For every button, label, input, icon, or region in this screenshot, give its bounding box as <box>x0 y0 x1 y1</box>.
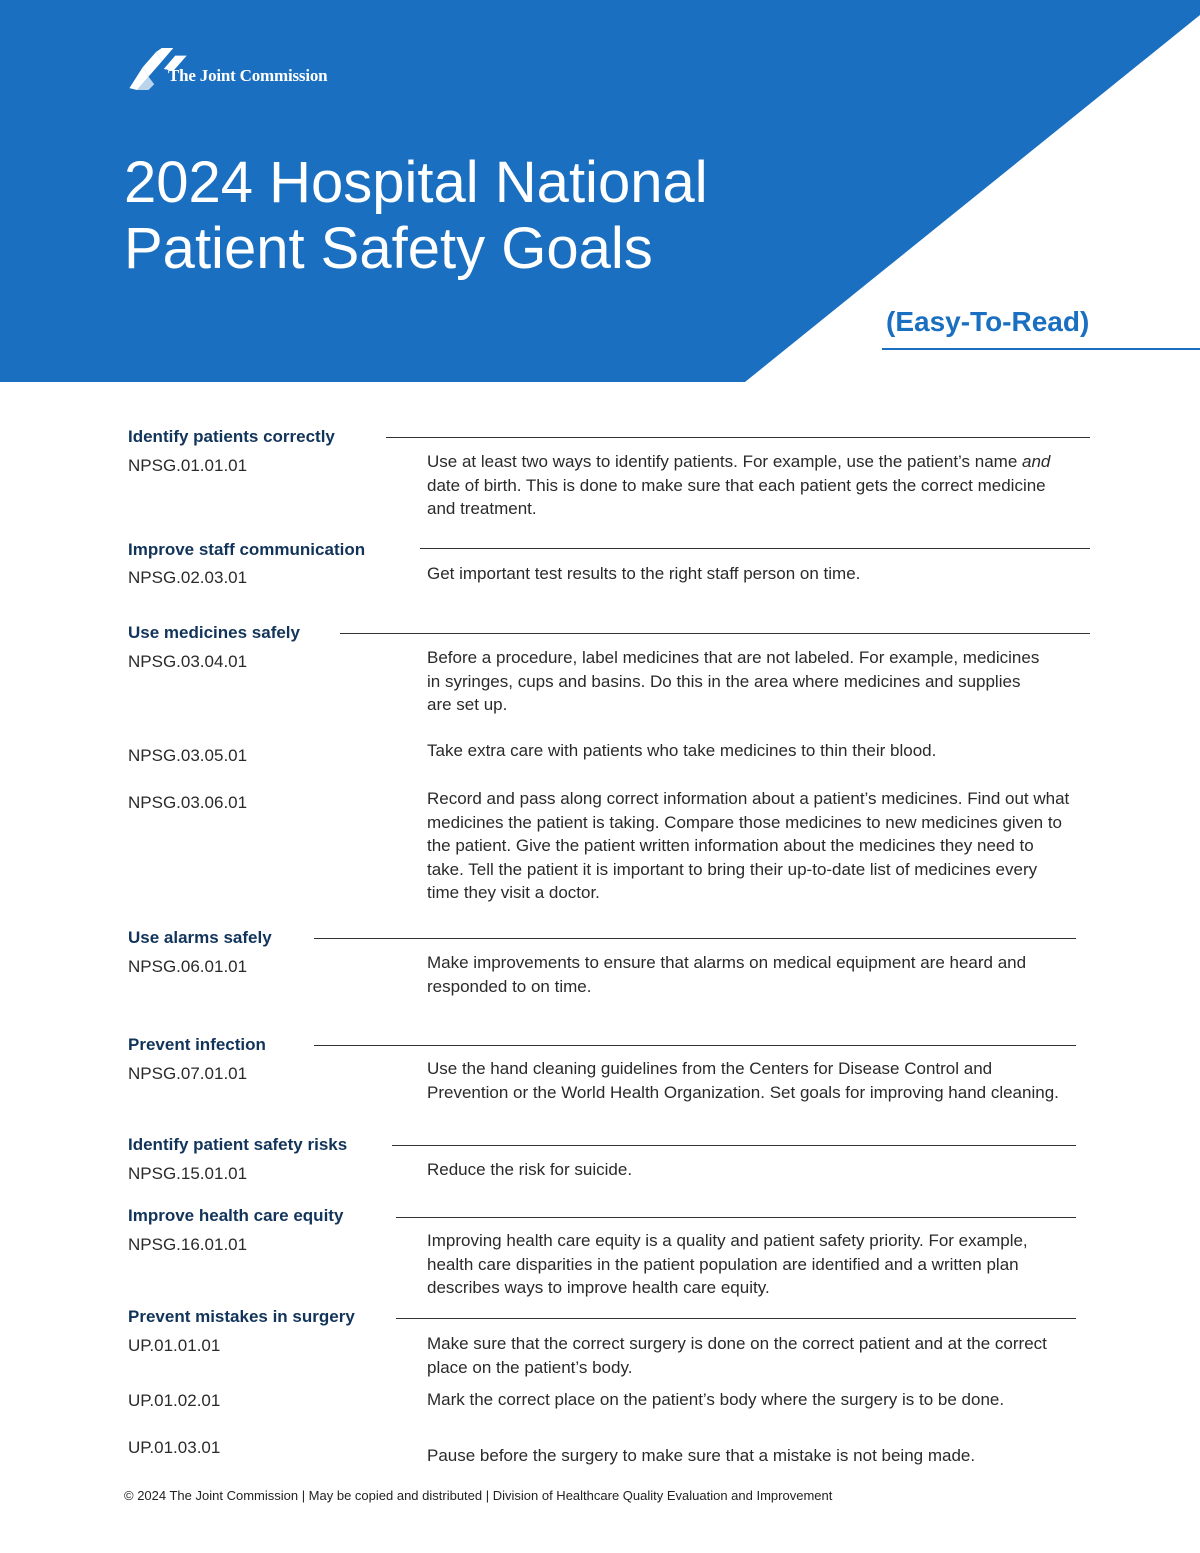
section-heading: Prevent infection <box>128 1035 278 1055</box>
section-divider <box>396 1318 1076 1319</box>
footer-text: © 2024 The Joint Commission | May be copied and distributed | Division of Healthcare Quality Evaluation and Improvement <box>124 1488 833 1503</box>
goal-code: NPSG.07.01.01 <box>128 1064 248 1083</box>
section-heading: Use medicines safely <box>128 623 312 643</box>
section-divider <box>392 1145 1076 1146</box>
goal-code: NPSG.03.06.01 <box>128 793 248 812</box>
page-title <box>124 150 708 282</box>
goal-description: Use at least two ways to identify patients. For example, use the patient’s name and date of birth. This is done to make sure that each patient gets the correct medicine and treatment. <box>427 452 1051 518</box>
section-heading: Identify patients correctly <box>128 427 347 447</box>
goal-description: Reduce the risk for suicide. <box>427 1160 633 1179</box>
section-divider <box>420 548 1090 549</box>
goal-code: NPSG.01.01.01 <box>128 456 248 475</box>
goal-description: Take extra care with patients who take medicines to thin their blood. <box>427 741 937 760</box>
section-divider <box>314 1045 1076 1046</box>
goal-code: NPSG.15.01.01 <box>128 1164 248 1183</box>
goal-description: Use the hand cleaning guidelines from the Centers for Disease Control and Prevention or the World Health Organization. Set goals for improving hand cleaning. <box>427 1059 1059 1102</box>
page-subtitle: (Easy-To-Read) <box>886 306 1090 337</box>
goal-description: Get important test results to the right staff person on time. <box>427 564 861 583</box>
org-name: The Joint Commission <box>168 66 328 85</box>
goal-code: NPSG.16.01.01 <box>128 1235 248 1254</box>
goal-code: NPSG.06.01.01 <box>128 957 248 976</box>
goal-description: Improving health care equity is a quality and patient safety priority. For example, health care disparities in the patient population are identified and a written plan describes ways to improve health care equity. <box>427 1231 1028 1297</box>
goal-code: UP.01.02.01 <box>128 1391 221 1410</box>
goal-description: Make improvements to ensure that alarms on medical equipment are heard and responded to on time. <box>427 953 1027 996</box>
section-divider <box>314 938 1076 939</box>
section-divider <box>396 1217 1076 1218</box>
section-heading: Improve staff communication <box>128 540 377 560</box>
subtitle-rule <box>882 348 1200 350</box>
section-divider <box>340 633 1090 634</box>
goal-description: Mark the correct place on the patient’s body where the surgery is to be done. <box>427 1390 1005 1409</box>
title-line-1: 2024 Hospital National <box>124 150 708 215</box>
section-heading: Identify patient safety risks <box>128 1135 359 1155</box>
goal-code: NPSG.03.05.01 <box>128 746 248 765</box>
section-divider <box>386 437 1090 438</box>
goal-code: UP.01.01.01 <box>128 1336 221 1355</box>
goal-description: Before a procedure, label medicines that are not labeled. For example, medicines in syringes, cups and basins. Do this in the area where medicines and supplies are set up. <box>427 648 1040 714</box>
section-heading: Use alarms safely <box>128 928 284 948</box>
title-line-2: Patient Safety Goals <box>124 216 653 281</box>
goal-code: NPSG.03.04.01 <box>128 652 248 671</box>
goal-code: UP.01.03.01 <box>128 1438 221 1457</box>
section-heading: Improve health care equity <box>128 1206 355 1226</box>
goal-description: Make sure that the correct surgery is done on the correct patient and at the correct place on the patient’s body. <box>427 1334 1047 1377</box>
section-heading: Prevent mistakes in surgery <box>128 1307 367 1327</box>
goal-description: Pause before the surgery to make sure that a mistake is not being made. <box>427 1446 976 1465</box>
goal-code: NPSG.02.03.01 <box>128 568 248 587</box>
goal-description: Record and pass along correct information about a patient’s medicines. Find out what medicines the patient is taking. Compare those medicines to new medicines given to the patient. Give the patient written information about the medicines they need to take. Tell the patient it is important to bring their up-to-date list of medicines every time they visit a doctor. <box>427 789 1070 902</box>
